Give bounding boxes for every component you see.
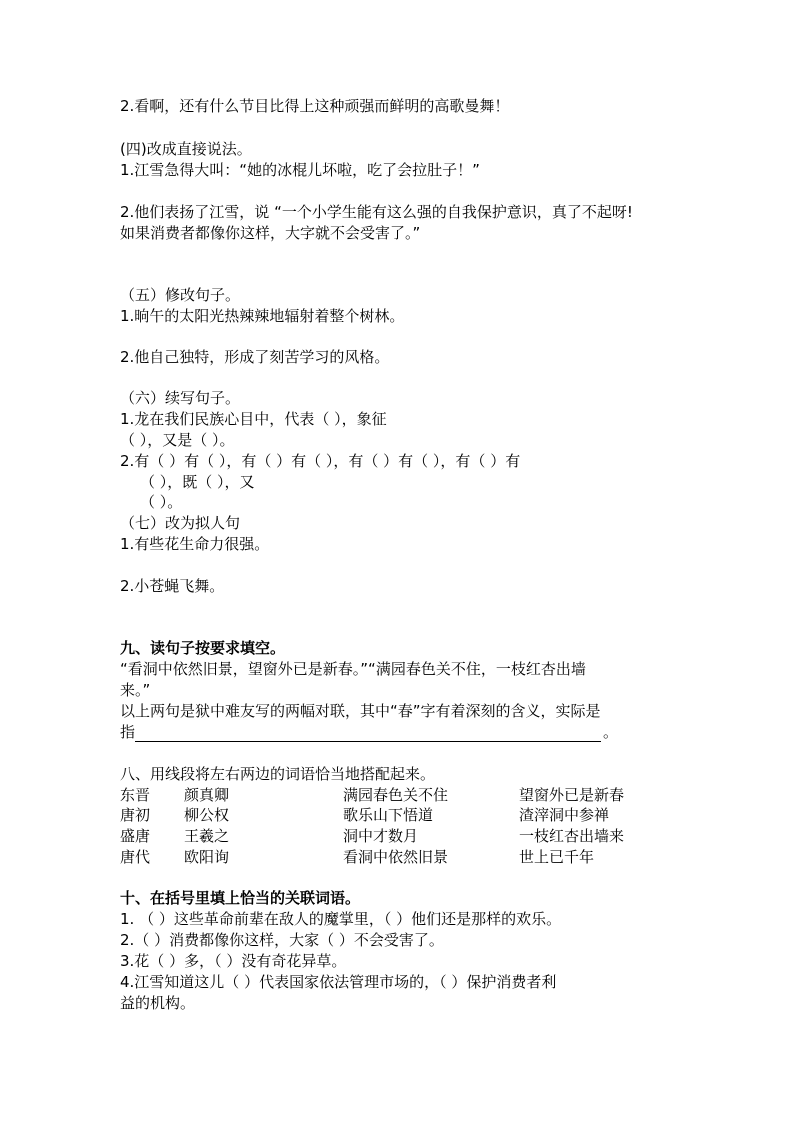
- match-name: 颜真卿: [184, 786, 230, 804]
- s4-item2-line2: 如果消费者都像你这样，大字就不会受害了。”: [120, 224, 421, 242]
- s10-item1: 1. （ ）这些革命前辈在敌人的魔掌里，（ ）他们还是那样的欢乐。: [120, 910, 562, 928]
- s6-item2-line1: 2.有（ ）有（ ），有（ ）有（ ），有（ ）有（ ），有（ ）有: [120, 452, 521, 470]
- s9-question-line2: [120, 722, 618, 742]
- match-right-phrase: 渣滓洞中参禅: [519, 806, 610, 824]
- match-left-phrase: 满园春色关不住: [343, 786, 449, 804]
- match-era: 盛唐: [120, 827, 151, 845]
- s4-item2-line1: 2.他们表扬了江雪，说 “一个小学生能有这么强的自我保护意识，真了不起呀!: [120, 203, 633, 221]
- s4-title: (四)改成直接说法。: [120, 140, 252, 158]
- s9-question-prefix: 指: [120, 723, 136, 741]
- s10-title: 十、在括号里填上恰当的关联词语。: [120, 889, 361, 907]
- match-era: 唐代: [120, 848, 151, 866]
- match-left-phrase: 看洞中依然旧景: [343, 848, 449, 866]
- answer-blank-line[interactable]: [135, 725, 601, 742]
- s8-title: 八、用线段将左右两边的词语恰当地搭配起来。: [120, 765, 436, 783]
- s9-title: 九、读句子按要求填空。: [120, 639, 286, 657]
- match-left-phrase: 洞中才数月: [343, 827, 419, 845]
- s4-item1: 1.江雪急得大叫：“她的冰棍儿坏啦，吃了会拉肚子！”: [120, 161, 480, 179]
- s10-item3: 3.花（ ）多，（ ）没有奇花异草。: [120, 952, 347, 970]
- s6-item1-line2: （ ），又是（ ）。: [120, 431, 235, 449]
- s6-item2-line2: （ ），既（ ），又: [140, 473, 255, 491]
- s9-quote-line1: “看洞中依然旧景，望窗外已是新春。”“满园春色关不住，一枝红杏出墙: [120, 660, 586, 678]
- s9-question-suffix: 。: [603, 723, 619, 741]
- match-name: 欧阳询: [184, 848, 230, 866]
- match-left-phrase: 歌乐山下悟道: [343, 806, 434, 824]
- s9-quote-line2: 来。”: [120, 681, 151, 699]
- s5-item2: 2.他自己独特，形成了刻苦学习的风格。: [120, 348, 390, 366]
- match-era: 唐初: [120, 806, 151, 824]
- s10-item4-line2: 益的机构。: [120, 994, 196, 1012]
- s5-title: （五）修改句子。: [120, 286, 241, 304]
- match-right-phrase: 一枝红杏出墙来: [519, 827, 625, 845]
- s5-item1: 1.晌午的太阳光热辣辣地辐射着整个树林。: [120, 307, 405, 325]
- s6-title: （六）续写句子。: [120, 389, 241, 407]
- match-era: 东晋: [120, 786, 151, 804]
- s3-item2: 2.看啊，还有什么节目比得上这种顽强而鲜明的高歌曼舞！: [120, 97, 510, 115]
- s7-title: （七）改为拟人句: [120, 514, 241, 532]
- s7-item2: 2.小苍蝇飞舞。: [120, 577, 225, 595]
- s6-item1-line1: 1.龙在我们民族心目中，代表（ ），象征: [120, 410, 387, 428]
- match-name: 柳公权: [184, 806, 230, 824]
- s10-item2: 2.（ ）消费都像你这样，大家（ ）不会受害了。: [120, 931, 444, 949]
- s9-question-line1: 以上两句是狱中难友写的两幅对联，其中“春”字有着深刻的含义，实际是: [120, 702, 601, 720]
- s10-item4-line1: 4.江雪知道这儿（ ）代表国家依法管理市场的，（ ）保护消费者利: [120, 973, 557, 991]
- match-name: 王羲之: [184, 827, 230, 845]
- s7-item1: 1.有些花生命力很强。: [120, 535, 270, 553]
- match-right-phrase: 世上已千年: [519, 848, 595, 866]
- match-right-phrase: 望窗外已是新春: [519, 786, 625, 804]
- s6-item2-line3: （ ）。: [140, 493, 183, 511]
